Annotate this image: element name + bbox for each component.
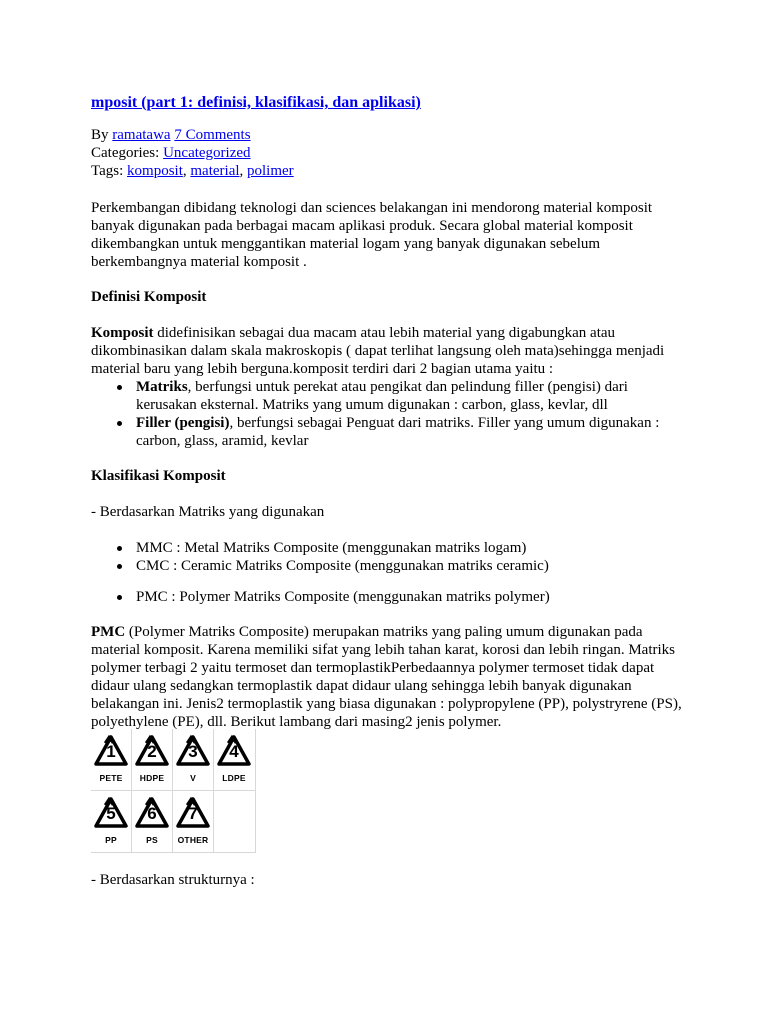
tag-link-material[interactable]: material	[190, 163, 240, 179]
item-text: , berfungsi untuk perekat atau pengikat dan pelindung filler (pengisi) dari kerusakan eksternal. Matriks yang umum digunakan : carbon, glass, kevlar, dll	[136, 379, 628, 413]
recycle-code-label: PP	[105, 835, 117, 845]
tag-separator: ,	[239, 163, 248, 179]
article-title-link[interactable]: mposit (part 1: definisi, klasifikasi, dan aplikasi)	[91, 94, 421, 111]
recycle-code-number: 4	[229, 742, 239, 761]
recycle-code-label: PETE	[99, 773, 123, 783]
category-link[interactable]: Uncategorized	[163, 145, 251, 161]
klasifikasi-subheading-struktur: - Berdasarkan strukturnya :	[91, 872, 255, 888]
list-item: PMC : Polymer Matriks Composite (menggunakan matriks polymer)	[136, 588, 691, 606]
recycle-code-number: 6	[147, 804, 157, 823]
list-item: CMC : Ceramic Matriks Composite (menggunakan matriks ceramic)	[136, 557, 691, 575]
definisi-heading: Definisi Komposit	[91, 289, 207, 305]
recycle-code-cell	[214, 729, 256, 791]
categories	[91, 144, 294, 162]
tag-link-komposit[interactable]: komposit	[127, 163, 183, 179]
pmc-paragraph	[91, 623, 691, 731]
recycle-code-cell	[91, 791, 132, 853]
recycle-code-number: 7	[188, 804, 198, 823]
recycle-code-label: V	[190, 773, 196, 783]
item-term: Matriks	[136, 379, 188, 395]
item-term: Filler (pengisi)	[136, 415, 230, 431]
tags-prefix: Tags:	[91, 163, 128, 179]
author-link[interactable]: ramatawa	[112, 127, 171, 143]
recycle-code-cell-empty	[214, 791, 256, 853]
recycle-code-number: 1	[106, 742, 116, 761]
recycle-code-cell	[132, 791, 173, 853]
recycle-code-label: OTHER	[177, 835, 209, 845]
recycle-code-label: LDPE	[222, 773, 246, 783]
categories-prefix: Categories:	[91, 145, 164, 161]
recycle-code-cell	[173, 791, 214, 853]
matrix-type-list-pmc	[91, 588, 691, 606]
klasifikasi-subheading-matriks: - Berdasarkan Matriks yang digunakan	[91, 504, 325, 520]
komposit-parts-list	[91, 378, 691, 450]
recycle-code-cell	[173, 729, 214, 791]
item-text: , berfungsi sebagai Penguat dari matriks. Filler yang umum digunakan : carbon, glass, aramid, kevlar	[136, 415, 660, 449]
comments-link[interactable]: 7 Comments	[174, 127, 251, 143]
recycle-code-label: PS	[146, 835, 158, 845]
list-item	[136, 414, 691, 450]
tag-separator: ,	[182, 163, 191, 179]
definisi-text: didefinisikan sebagai dua macam atau lebih material yang digabungkan atau dikombinasikan dalam skala makroskopis ( dapat terlihat langsung oleh mata)sehingga menjadi material baru yang lebih berguna.komposit terdiri dari 2 bagian utama yaitu :	[91, 325, 665, 377]
recycle-code-number: 2	[147, 742, 157, 761]
tags	[91, 162, 294, 180]
tag-link-polimer[interactable]: polimer	[247, 163, 294, 179]
recycle-code-number: 3	[188, 742, 198, 761]
list-item	[136, 378, 691, 414]
definisi-term: Komposit	[91, 325, 154, 341]
recycle-code-label: HDPE	[139, 773, 165, 783]
definisi-paragraph	[91, 324, 691, 378]
klasifikasi-heading: Klasifikasi Komposit	[91, 468, 226, 484]
list-item: MMC : Metal Matriks Composite (menggunakan matriks logam)	[136, 539, 691, 557]
recycle-code-cell	[91, 729, 132, 791]
byline	[91, 126, 294, 144]
pmc-term: PMC	[91, 624, 126, 640]
recycle-code-number: 5	[106, 804, 116, 823]
matrix-type-list	[91, 539, 691, 575]
recycling-codes-image	[91, 729, 257, 853]
intro-paragraph: Perkembangan dibidang teknologi dan sciences belakangan ini mendorong material komposit banyak digunakan pada berbagai macam aplikasi produk. Secara global material komposit dikembangkan untuk menggantikan material logam yang banyak digunakan sebelum berkembangnya material komposit .	[91, 200, 653, 270]
byline-prefix: By	[91, 127, 113, 143]
pmc-text: (Polymer Matriks Composite) merupakan matriks yang paling umum digunakan pada material komposit. Karena memiliki sifat yang lebih tahan karat, korosi dan lebih ringan. Matriks polymer terbagi 2 yaitu termoset dan termoplastikPerbedaannya polymer termoset tidak dapat didaur ulang sedangkan termoplastik dapat didaur ulang sehingga lebih banyak digunakan belakangan ini. Jenis2 termoplastik yang biasa digunakan : polypropylene (PP), polystryrene (PS), polyethylene (PE), dll. Berikut lambang dari masing2 jenis polymer.	[91, 624, 682, 730]
article-meta	[91, 126, 294, 180]
recycle-code-cell	[132, 729, 173, 791]
